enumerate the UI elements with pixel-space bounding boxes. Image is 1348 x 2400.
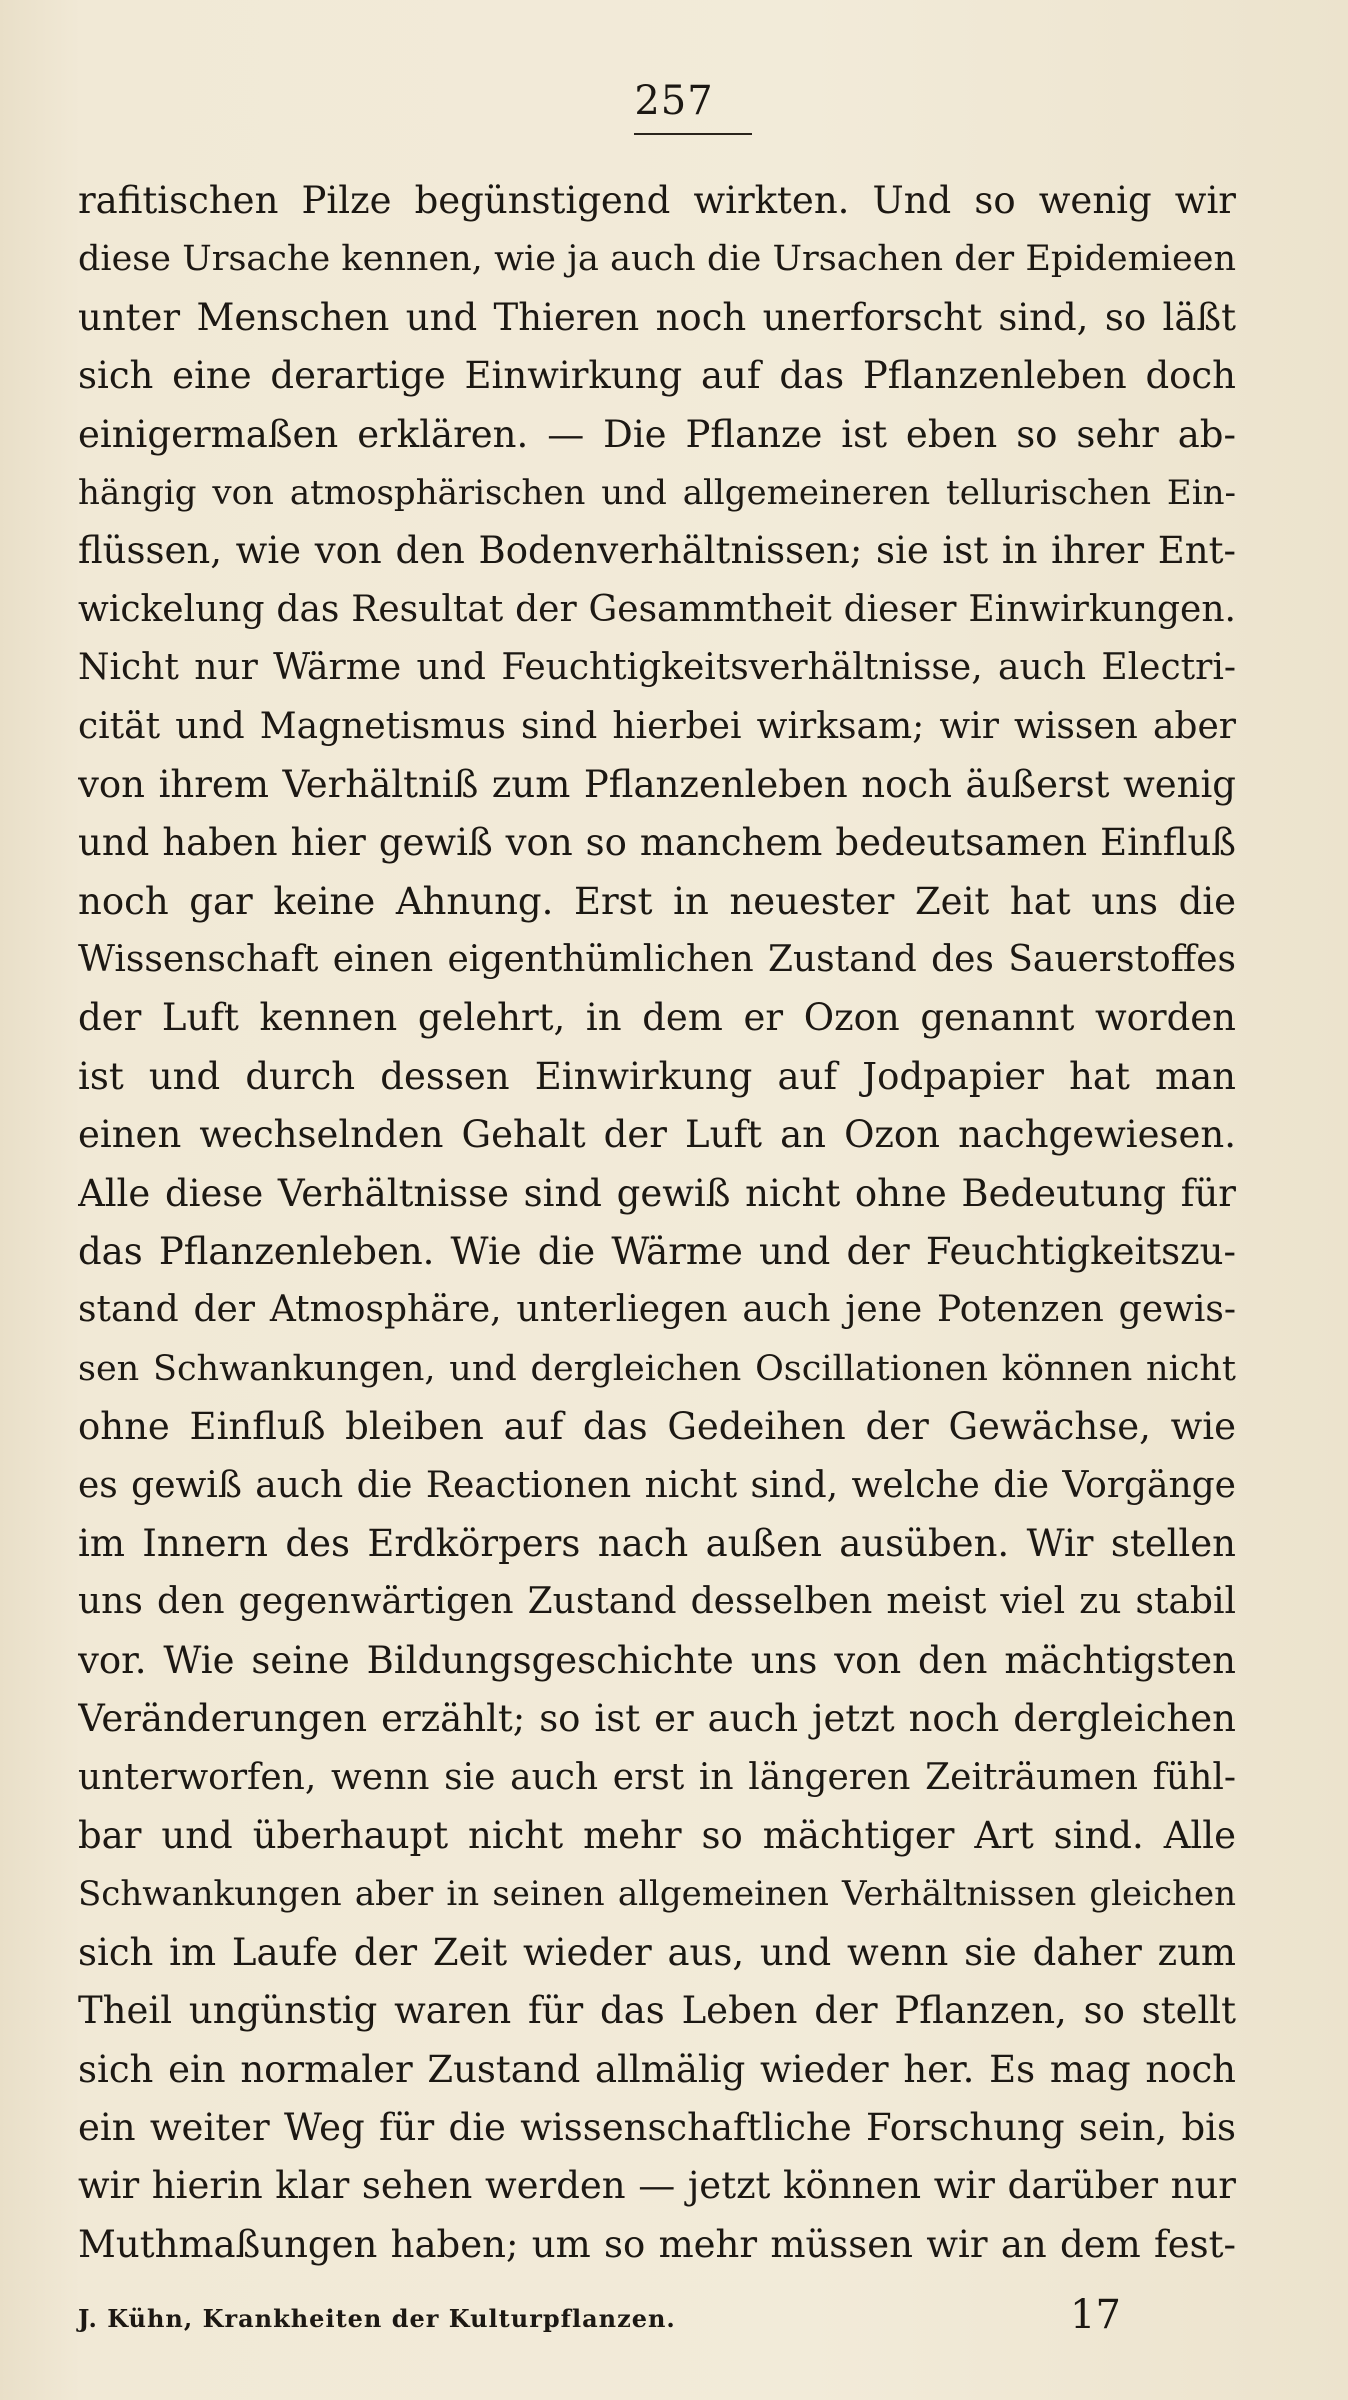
text-line: im Innern des Erdkörpers nach außen ausüben. Wir stellen (78, 1521, 1236, 1565)
text-line: ein weiter Weg für die wissenschaftliche Forschung sein, bis (78, 2105, 1236, 2149)
text-line: und haben hier gewiß von so manchem bedeutsamen Einfluß (78, 821, 1236, 865)
text-line: einen wechselnden Gehalt der Luft an Ozon nachgewiesen. (78, 1113, 1236, 1157)
text-line: stand der Atmosphäre, unterliegen auch jene Potenzen gewis- (78, 1289, 1236, 1331)
text-line: wickelung das Resultat der Gesammtheit dieser Einwirkungen. (78, 588, 1236, 630)
text-line: wir hierin klar sehen werden — jetzt können wir darüber nur (78, 2164, 1236, 2208)
text-line: diese Ursache kennen, wie ja auch die Ursachen der Epidemieen (78, 239, 1236, 280)
text-line: das Pflanzenleben. Wie die Wärme und der Feuchtigkeitszu- (78, 1230, 1236, 1274)
text-line: hängig von atmosphärischen und allgemeineren tellurischen Ein- (78, 472, 1236, 513)
text-line: ist und durch dessen Einwirkung auf Jodpapier hat man (78, 1054, 1236, 1098)
text-line: es gewiß auch die Reactionen nicht sind, welche die Vorgänge (78, 1464, 1236, 1506)
text-line: Theil ungünstig waren für das Leben der Pflanzen, so stellt (78, 1989, 1236, 2033)
text-line: noch gar keine Ahnung. Erst in neuester Zeit hat uns die (78, 879, 1236, 923)
text-line: unterworfen, wenn sie auch erst in längeren Zeiträumen fühl- (78, 1756, 1236, 1798)
text-line: Nicht nur Wärme und Feuchtigkeitsverhältnisse, auch Electri- (78, 647, 1236, 689)
text-line: Veränderungen erzählt; so ist er auch jetzt noch dergleichen (78, 1697, 1236, 1741)
text-line: unter Menschen und Thieren noch unerforscht sind, so läßt (78, 295, 1236, 339)
text-line: der Luft kennen gelehrt, in dem er Ozon genannt worden (78, 996, 1236, 1040)
text-line: Muthmaßungen haben; um so mehr müssen wir an dem fest- (78, 2222, 1236, 2266)
text-line: sich ein normaler Zustand allmälig wieder her. Es mag noch (78, 2047, 1236, 2091)
text-line: einigermaßen erklären. — Die Pflanze ist eben so sehr ab- (78, 412, 1236, 456)
signature-line: J. Kühn, Krankheiten der Kulturpflanzen. (78, 2304, 676, 2333)
text-line: sich eine derartige Einwirkung auf das Pflanzenleben doch (78, 354, 1236, 398)
text-line: sen Schwankungen, und dergleichen Oscillationen können nicht (78, 1348, 1236, 1389)
text-line: vor. Wie seine Bildungsgeschichte uns von den mächtigsten (78, 1638, 1236, 1682)
text-line: ohne Einfluß bleiben auf das Gedeihen der Gewächse, wie (78, 1405, 1236, 1449)
page-number: 257 (634, 78, 714, 124)
text-line: von ihrem Verhältniß zum Pflanzenleben noch äußerst wenig (78, 762, 1236, 806)
page-footer (78, 2292, 1236, 2342)
text-line: cität und Magnetismus sind hierbei wirksam; wir wissen aber (78, 705, 1236, 747)
text-line: uns den gegenwärtigen Zustand desselben meist viel zu stabil (78, 1581, 1236, 1623)
text-line: Schwankungen aber in seinen allgemeinen Verhältnissen gleichen (78, 1874, 1236, 1915)
text-line: flüssen, wie von den Bodenverhältnissen; sie ist in ihrer Ent- (78, 529, 1236, 573)
sheet-number: 17 (1070, 2292, 1121, 2338)
text-line: sich im Laufe der Zeit wieder aus, und wenn sie daher zum (78, 1930, 1236, 1974)
text-line: Wissenschaft einen eigenthümlichen Zustand des Sauerstoffes (78, 939, 1236, 981)
header-rule (634, 133, 752, 135)
body-text (78, 172, 1236, 2274)
text-line: Alle diese Verhältnisse sind gewiß nicht ohne Bedeutung für (78, 1171, 1236, 1215)
text-line: bar und überhaupt nicht mehr so mächtiger Art sind. Alle (78, 1813, 1236, 1857)
text-line: rafitischen Pilze begünstigend wirkten. Und so wenig wir (78, 179, 1236, 222)
